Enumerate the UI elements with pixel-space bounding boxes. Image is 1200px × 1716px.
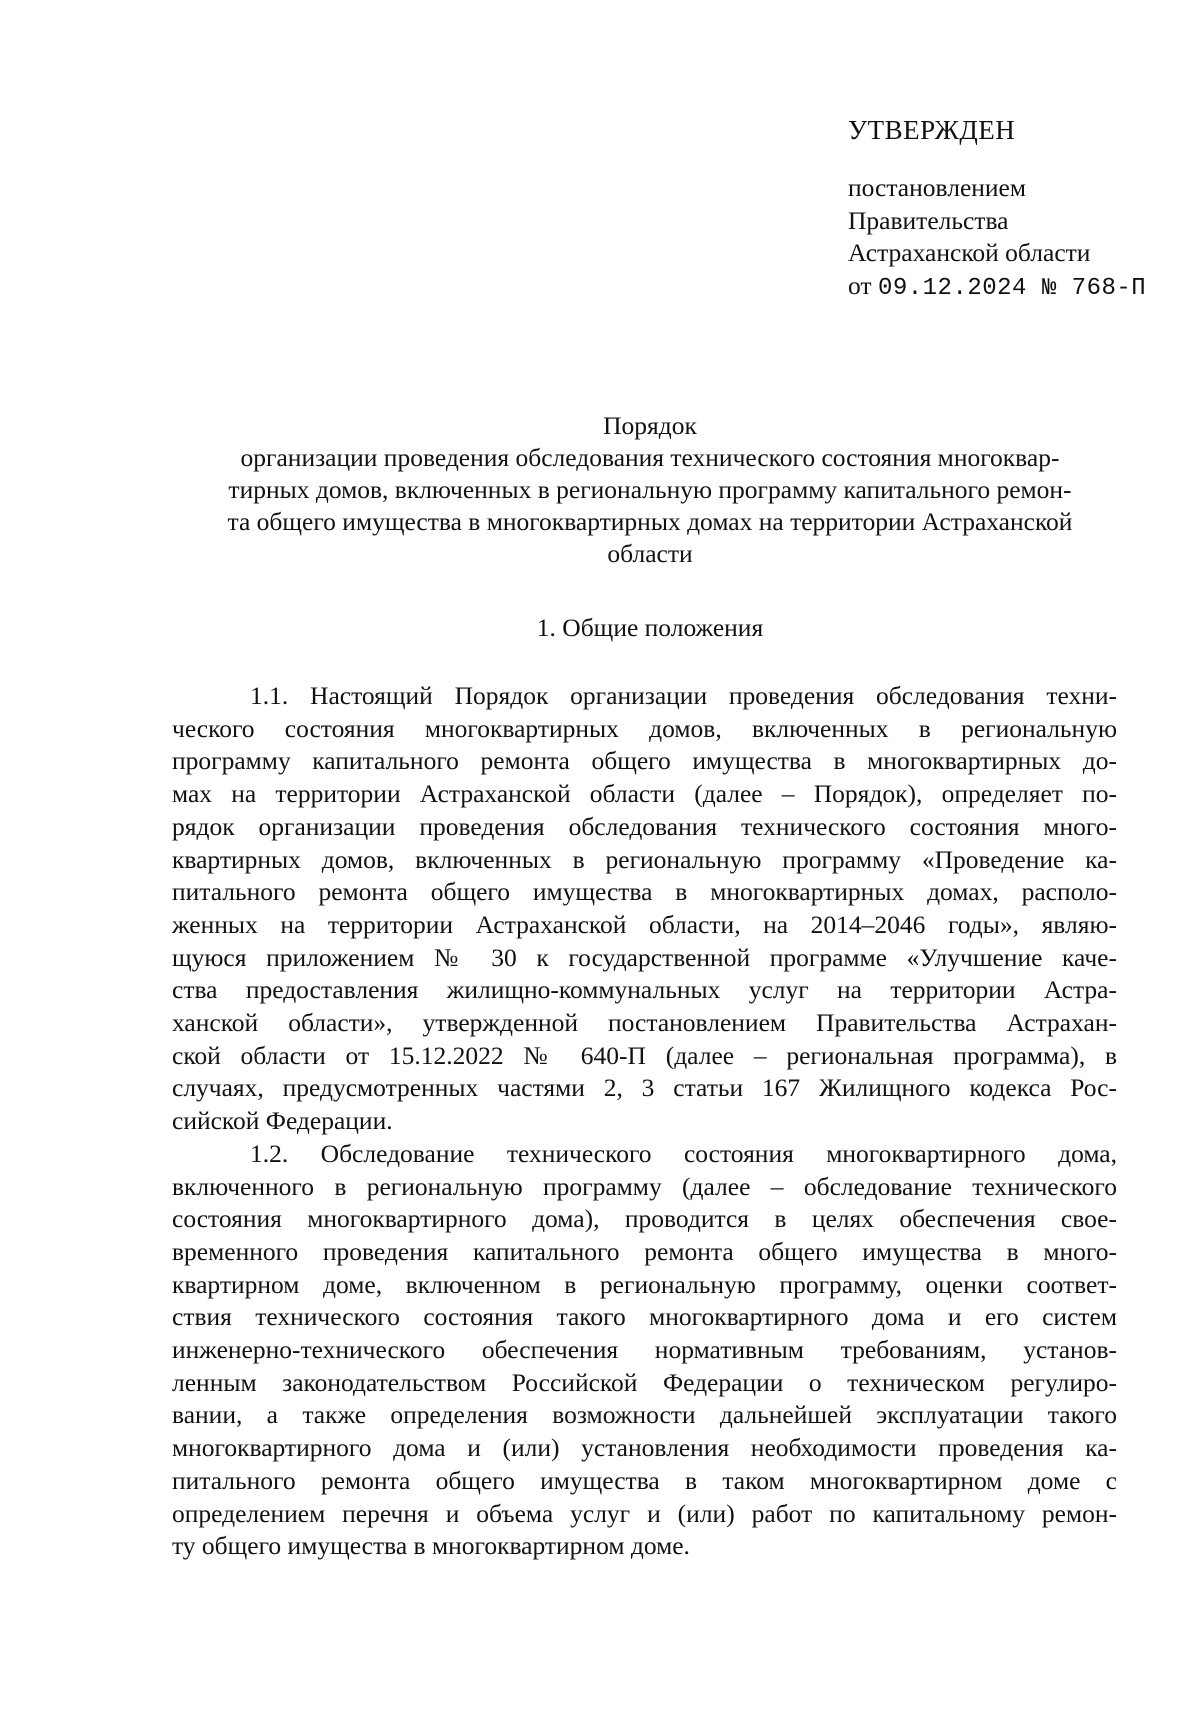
paragraph-line: программу капитального ремонта общего имущества в многоквартирных до- xyxy=(172,746,1117,776)
paragraph-line: женных на территории Астраханской области, на 2014–2046 годы», являю- xyxy=(172,909,1117,939)
paragraph-line: питального ремонта общего имущества в таком многоквартирном доме с xyxy=(172,1465,1117,1495)
paragraph-line: определением перечня и объема услуг и (или) работ по капитальному ремон- xyxy=(172,1498,1117,1528)
paragraph-line: 1.1. Настоящий Порядок организации проведения обследования техни- xyxy=(250,681,1117,710)
paragraph-line: вании, а также определения возможности дальнейшей эксплуатации такого xyxy=(172,1400,1117,1430)
paragraph-line: состояния многоквартирного дома), проводится в целях обеспечения свое- xyxy=(172,1204,1117,1234)
paragraph-line: ства предоставления жилищно-коммунальных услуг на территории Астра- xyxy=(172,975,1117,1005)
document-title-block xyxy=(170,410,1130,570)
approval-date-prefix: от xyxy=(848,270,872,300)
paragraph-line: 1.2. Обследование технического состояния многоквартирного дома, xyxy=(250,1138,1117,1168)
paragraph-line: многоквартирного дома и (или) установления необходимости проведения ка- xyxy=(172,1433,1117,1463)
paragraph-line: сийской Федерации. xyxy=(172,1106,393,1136)
document-title: Порядок xyxy=(603,411,697,440)
paragraph-line: рядок организации проведения обследования технического состояния много- xyxy=(172,811,1117,841)
document-body xyxy=(172,680,1117,1563)
paragraph-line: квартирном доме, включенном в региональную программу, оценки соответ- xyxy=(172,1269,1117,1299)
document-subtitle-line-3: та общего имущества в многоквартирных домах на территории Астраханской xyxy=(227,507,1073,536)
paragraph-line: щуюся приложением № 30 к государственной программе «Улучшение каче- xyxy=(172,942,1117,972)
paragraph-line: ту общего имущества в многоквартирном доме. xyxy=(172,1531,690,1561)
paragraph-line: включенного в региональную программу (далее – обследование технического xyxy=(172,1171,1117,1201)
paragraph-line: питального ремонта общего имущества в многоквартирных домах, располо- xyxy=(172,877,1117,907)
paragraph-line: инженерно-технического обеспечения нормативным требованиям, установ- xyxy=(172,1335,1117,1365)
paragraph-line: ствия технического состояния такого многоквартирного дома и его систем xyxy=(172,1302,1117,1332)
paragraph-line: случаях, предусмотренных частями 2, 3 статьи 167 Жилищного кодекса Рос- xyxy=(172,1073,1117,1103)
paragraph-line: ской области от 15.12.2022 № 640-П (далее – региональная программа), в xyxy=(172,1040,1117,1070)
document-subtitle-line-1: организации проведения обследования технического состояния многоквар- xyxy=(240,443,1060,472)
approval-date-line xyxy=(848,270,1178,306)
approval-block xyxy=(848,112,1178,305)
paragraph-line: ческого состояния многоквартирных домов, включенных в региональную xyxy=(172,713,1117,743)
document-subtitle-line-2: тирных домов, включенных в региональную программу капитального ремон- xyxy=(228,475,1072,504)
approval-line-1: постановлением xyxy=(848,173,1027,202)
approval-line-3: Астраханской области xyxy=(848,238,1091,267)
paragraph-1-1 xyxy=(172,680,1117,1138)
paragraph-line: ленным законодательством Российской Федерации о техническом регулиро- xyxy=(172,1367,1117,1397)
approval-line-2: Правительства xyxy=(848,205,1009,235)
paragraph-line: временного проведения капитального ремонта общего имущества в много- xyxy=(172,1236,1117,1266)
paragraph-line: квартирных домов, включенных в региональную программу «Проведение ка- xyxy=(172,844,1117,874)
document-subtitle-line-4: области xyxy=(607,539,693,568)
approval-date-value: 09.12.2024 № 768-П xyxy=(877,274,1147,302)
paragraph-line: мах на территории Астраханской области (далее – Порядок), определяет по- xyxy=(172,779,1117,809)
section-heading: 1. Общие положения xyxy=(536,613,764,642)
paragraph-1-2 xyxy=(172,1138,1117,1563)
approval-title: УТВЕРЖДЕН xyxy=(848,115,1016,145)
paragraph-line: ханской области», утвержденной постановлением Правительства Астрахан- xyxy=(172,1008,1117,1038)
